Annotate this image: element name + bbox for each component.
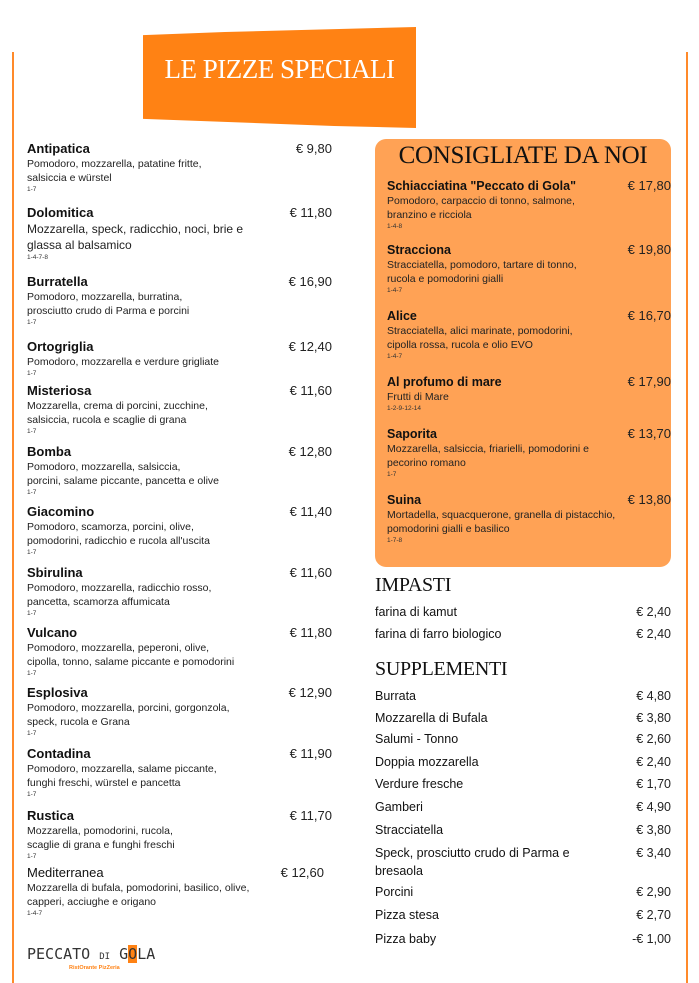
logo-part: O	[128, 945, 138, 963]
supplementi-name: Porcini	[375, 885, 414, 899]
pizza-desc: Pomodoro, mozzarella e verdure grigliate	[27, 356, 220, 368]
recommended-allergens: 1-7	[387, 471, 397, 478]
pizza-price: € 11,40	[289, 504, 332, 519]
pizza-desc: Pomodoro, mozzarella, peperoni, olive,	[27, 642, 210, 654]
pizza-desc: Mozzarella, crema di porcini, zucchine,	[27, 400, 208, 412]
supplementi-row	[375, 884, 671, 900]
supplementi-price: € 3,80	[636, 823, 671, 837]
recommended-name: Suina	[387, 493, 422, 507]
pizza-price: € 11,70	[289, 808, 332, 823]
supplementi-row	[375, 822, 671, 838]
pizza-desc: salsiccia e würstel	[27, 172, 112, 184]
pizza-price: € 9,80	[295, 141, 332, 156]
pizza-name: Vulcano	[27, 625, 78, 640]
pizza-price: € 12,40	[288, 339, 332, 354]
pizza-item	[27, 383, 332, 436]
pizza-desc: salsiccia, rucola e scaglie di grana	[27, 414, 187, 426]
pizza-desc: Pomodoro, mozzarella, radicchio rosso,	[27, 582, 212, 594]
recommended-desc: cipolla rossa, rucola e olio EVO	[387, 339, 533, 351]
recommended-item	[387, 308, 671, 361]
supplementi-price: € 1,70	[636, 777, 671, 791]
supplementi-price: € 2,40	[636, 755, 671, 769]
pizza-item	[27, 205, 332, 262]
pizza-name: Rustica	[27, 808, 74, 823]
recommended-allergens: 1-4-8	[387, 223, 403, 230]
pizza-allergens: 1-7	[27, 370, 37, 377]
recommended-desc: branzino e ricciola	[387, 209, 472, 221]
supplementi-name: Doppia mozzarella	[375, 755, 479, 769]
supplementi-name: Gamberi	[375, 800, 423, 814]
pizza-desc: Mozzarella, speck, radicchio, noci, brie e	[27, 222, 244, 236]
recommended-name: Saporita	[387, 427, 438, 441]
recommended-name: Alice	[387, 309, 417, 323]
pizza-name: Misteriosa	[27, 383, 92, 398]
pizza-desc: Pomodoro, mozzarella, patatine fritte,	[27, 158, 202, 170]
supplementi-price: € 3,40	[636, 846, 671, 860]
recommended-allergens: 1-2-9-12-14	[387, 405, 421, 412]
pizza-desc: Pomodoro, scamorza, porcini, olive,	[27, 521, 194, 533]
pizza-name: Antipatica	[27, 141, 90, 156]
recommended-allergens: 1-7-8	[387, 537, 403, 544]
supplementi-price: € 2,90	[636, 885, 671, 899]
recommended-name: Schiacciatina "Peccato di Gola"	[387, 179, 577, 193]
pizza-name: Burratella	[27, 274, 88, 289]
recommended-desc: rucola e pomodorini gialli	[387, 273, 504, 285]
recommended-item	[387, 242, 671, 295]
impasti-title: IMPASTI	[375, 574, 452, 596]
recommended-price: € 17,90	[627, 374, 671, 389]
supplementi-price: € 2,60	[636, 732, 671, 746]
recommended-title: CONSIGLIATE DA NOI	[398, 142, 648, 169]
pizza-allergens: 1-7	[27, 610, 37, 617]
supplementi-name-line2: bresaola	[375, 864, 423, 878]
impasti-name: farina di farro biologico	[375, 627, 502, 641]
supplementi-row	[375, 731, 671, 747]
pizza-name: Ortogriglia	[27, 339, 94, 354]
impasti-price: € 2,40	[636, 605, 671, 619]
pizza-allergens: 1-7	[27, 186, 37, 193]
pizza-name: Esplosiva	[27, 685, 88, 700]
recommended-desc: Frutti di Mare	[387, 391, 449, 403]
supplementi-name: Speck, prosciutto crudo di Parma e	[375, 846, 570, 860]
supplementi-row	[375, 845, 671, 879]
pizza-allergens: 1-7	[27, 428, 37, 435]
pizza-item	[27, 565, 332, 618]
logo-part: PECCATO	[27, 945, 91, 963]
pizza-desc: prosciutto crudo di Parma e porcini	[27, 305, 190, 317]
pizza-allergens: 1-7	[27, 853, 37, 860]
recommended-name: Stracciona	[387, 243, 451, 257]
supplementi-price: € 4,80	[636, 689, 671, 703]
supplementi-row	[375, 931, 671, 947]
pizza-allergens: 1-7	[27, 730, 37, 737]
supplementi-price: -€ 1,00	[632, 932, 671, 946]
recommended-price: € 13,80	[627, 492, 671, 507]
pizza-price: € 11,80	[289, 205, 332, 220]
pizza-desc: Pomodoro, mozzarella, porcini, gorgonzola,	[27, 702, 230, 714]
logo	[27, 946, 155, 972]
pizza-name: Bomba	[27, 444, 72, 459]
recommended-price: € 16,70	[627, 308, 671, 323]
pizza-price: € 12,60	[280, 865, 324, 880]
supplementi-price: € 2,70	[636, 908, 671, 922]
supplementi-row	[375, 799, 671, 815]
recommended-item	[387, 492, 671, 545]
pizza-name: Dolomitica	[27, 205, 94, 220]
supplementi-row	[375, 710, 671, 726]
recommended-desc: Pomodoro, carpaccio di tonno, salmone,	[387, 195, 575, 207]
pizza-desc: pomodorini, radicchio e rucola all'uscita	[27, 535, 210, 547]
recommended-item	[387, 178, 671, 231]
supplementi-name: Pizza baby	[375, 932, 437, 946]
recommended-name: Al profumo di mare	[387, 375, 502, 389]
pizza-item	[27, 625, 332, 678]
pizza-price: € 16,90	[288, 274, 332, 289]
recommended-allergens: 1-4-7	[387, 353, 403, 360]
pizza-item	[27, 274, 332, 327]
pizza-price: € 11,60	[289, 565, 332, 580]
recommended-desc: Stracciatella, alici marinate, pomodorini,	[387, 325, 573, 337]
pizza-desc: speck, rucola e Grana	[27, 716, 130, 728]
impasti-row	[375, 604, 671, 620]
pizza-price: € 12,90	[288, 685, 332, 700]
impasti-price: € 2,40	[636, 627, 671, 641]
pizza-allergens: 1-7	[27, 670, 37, 677]
page-title: LE PIZZE SPECIALI	[164, 54, 395, 84]
recommended-desc: Mortadella, squacquerone, granella di pistacchio,	[387, 509, 616, 521]
logo-part: LA	[137, 945, 156, 963]
pizza-price: € 11,80	[289, 625, 332, 640]
pizza-item	[27, 808, 332, 861]
pizza-allergens: 1-4-7-8	[27, 254, 48, 261]
pizza-name: Sbirulina	[27, 565, 83, 580]
pizza-item	[27, 444, 332, 497]
pizza-desc: Mozzarella, pomodorini, rucola,	[27, 825, 173, 837]
pizza-name: Giacomino	[27, 504, 95, 519]
recommended-item	[387, 426, 671, 479]
pizza-allergens: 1-7	[27, 319, 37, 326]
supplementi-name: Pizza stesa	[375, 908, 439, 922]
pizza-desc: Pomodoro, mozzarella, salsiccia,	[27, 461, 181, 473]
right-border-line	[686, 52, 688, 983]
pizza-price: € 11,60	[289, 383, 332, 398]
logo-subtitle: RistOrante PizZeria	[69, 965, 120, 971]
logo-part: DI	[99, 952, 111, 962]
recommended-desc: pomodorini gialli e basilico	[387, 523, 510, 535]
recommended-price: € 17,80	[627, 178, 671, 193]
recommended-desc: pecorino romano	[387, 457, 466, 469]
pizza-desc: porcini, salame piccante, pancetta e olive	[27, 475, 220, 487]
pizza-desc: pancetta, scamorza affumicata	[27, 596, 170, 608]
supplementi-name: Salumi - Tonno	[375, 732, 459, 746]
pizza-desc: cipolla, tonno, salame piccante e pomodorini	[27, 656, 235, 668]
logo-part: G	[119, 945, 129, 963]
recommended-price: € 13,70	[627, 426, 671, 441]
pizza-item	[27, 685, 332, 738]
recommended-price: € 19,80	[627, 242, 671, 257]
impasti-name: farina di kamut	[375, 605, 457, 619]
supplementi-price: € 3,80	[636, 711, 671, 725]
pizza-allergens: 1-4-7	[27, 910, 43, 917]
pizza-item	[27, 504, 332, 557]
recommended-allergens: 1-4-7	[387, 287, 403, 294]
supplementi-row	[375, 907, 671, 923]
pizza-allergens: 1-7	[27, 489, 37, 496]
supplementi-name: Stracciatella	[375, 823, 444, 837]
pizza-price: € 12,80	[288, 444, 332, 459]
left-border-line	[12, 52, 14, 983]
supplementi-row	[375, 688, 671, 704]
supplementi-row	[375, 776, 671, 792]
recommended-desc: Stracciatella, pomodoro, tartare di tonno,	[387, 259, 577, 271]
pizza-item	[27, 339, 332, 378]
pizza-item	[27, 865, 324, 918]
supplementi-name: Burrata	[375, 689, 416, 703]
pizza-name: Mediterranea	[27, 865, 104, 880]
pizza-desc: funghi freschi, würstel e pancetta	[27, 777, 181, 789]
pizza-price: € 11,90	[289, 746, 332, 761]
supplementi-name: Mozzarella di Bufala	[375, 711, 488, 725]
pizza-desc: scaglie di grana e funghi freschi	[27, 839, 175, 851]
pizza-desc: Pomodoro, mozzarella, burratina,	[27, 291, 183, 303]
recommended-desc: Mozzarella, salsiccia, friarielli, pomodorini e	[387, 443, 589, 455]
pizza-allergens: 1-7	[27, 549, 37, 556]
supplementi-title: SUPPLEMENTI	[375, 658, 508, 680]
pizza-allergens: 1-7	[27, 791, 37, 798]
supplementi-name: Verdure fresche	[375, 777, 464, 791]
supplementi-row	[375, 754, 671, 770]
pizza-desc: glassa al balsamico	[27, 238, 132, 252]
pizza-desc: Mozzarella di bufala, pomodorini, basilico, olive,	[27, 882, 250, 894]
pizza-item	[27, 746, 332, 799]
pizza-desc: Pomodoro, mozzarella, salame piccante,	[27, 763, 217, 775]
pizza-name: Contadina	[27, 746, 91, 761]
pizza-desc: capperi, acciughe e origano	[27, 896, 157, 908]
impasti-row	[375, 626, 671, 642]
logo-wordmark	[27, 946, 155, 965]
pizza-item	[27, 141, 332, 194]
supplementi-price: € 4,90	[636, 800, 671, 814]
recommended-item	[387, 374, 671, 413]
